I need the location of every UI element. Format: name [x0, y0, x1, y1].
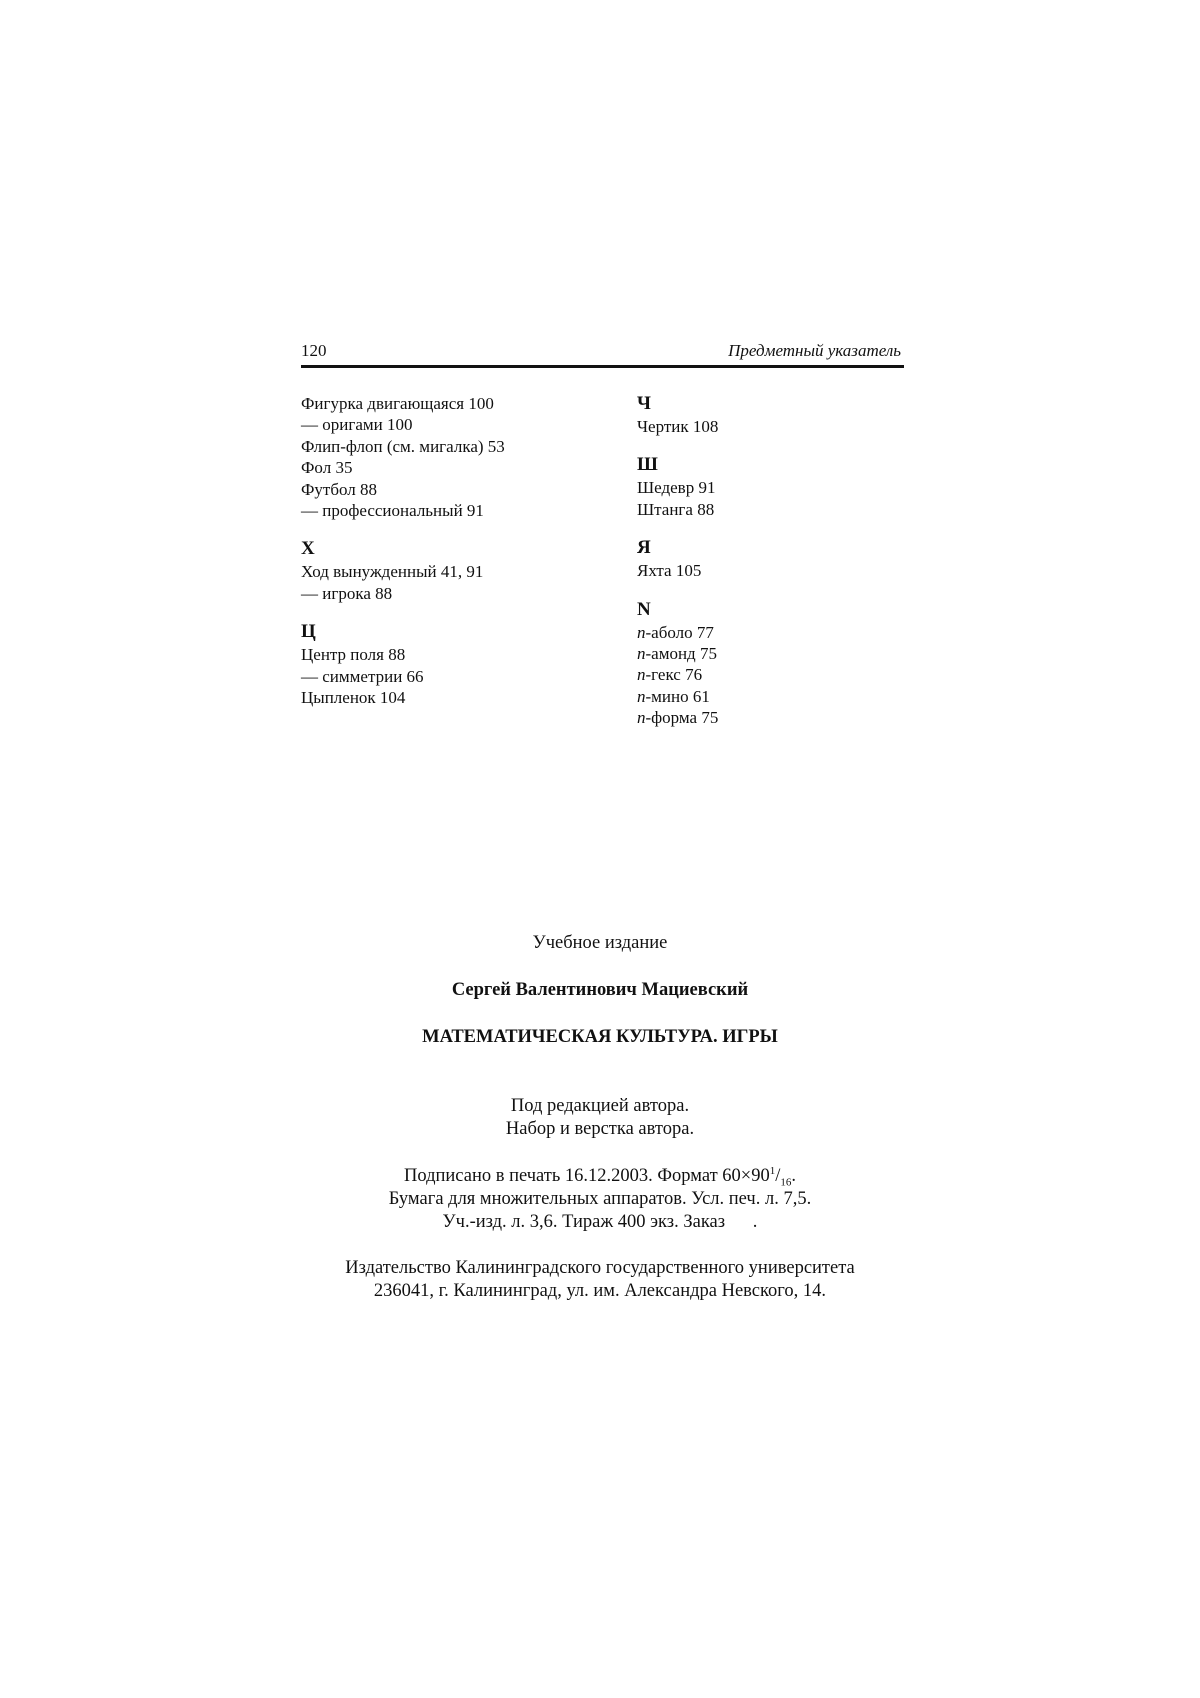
- index-section: [637, 393, 917, 437]
- index-section: [301, 393, 601, 521]
- index-entry: [637, 707, 917, 728]
- entry-text: -мино 61: [645, 686, 710, 706]
- index-entry: Цыпленок 104: [301, 688, 406, 708]
- n-prefix: n: [637, 686, 646, 706]
- index-entry: [637, 622, 917, 643]
- n-prefix: n: [637, 665, 646, 685]
- index-letter-heading: Ш: [637, 454, 658, 476]
- index-entry: [637, 686, 917, 707]
- index-letter-heading: N: [637, 598, 651, 620]
- index-entry: [637, 643, 917, 664]
- imprint-edition-type: Учебное издание: [532, 933, 668, 953]
- index-letter-heading: Я: [637, 537, 651, 559]
- index-section: [637, 599, 917, 729]
- index-section: [301, 538, 601, 604]
- print-info: Подписано в печать 16.12.2003. Формат 60×90: [404, 1166, 770, 1186]
- index-column-left: [301, 393, 601, 725]
- format-superscript: 1: [769, 1164, 776, 1177]
- index-entry: — оригами 100: [301, 415, 413, 435]
- entry-text: -форма 75: [645, 708, 719, 728]
- index-column-right: [637, 393, 917, 746]
- imprint-editing: Под редакцией автора.: [510, 1096, 690, 1116]
- imprint-print-line-3: Уч.-изд. л. 3,6. Тираж 400 экз. Заказ .: [442, 1212, 758, 1232]
- n-prefix: n: [637, 622, 646, 642]
- imprint-print-line-1: [0, 1165, 1200, 1188]
- index-section: [301, 621, 601, 708]
- imprint-typesetting: Набор и верстка автора.: [505, 1119, 695, 1139]
- index-entry: Чертик 108: [637, 417, 719, 436]
- entry-text: -амонд 75: [645, 644, 717, 664]
- index-letter-heading: Х: [301, 538, 315, 560]
- index-entry: — профессиональный 91: [301, 501, 484, 521]
- index-entry: Шедевр 91: [637, 478, 716, 498]
- n-prefix: n: [637, 708, 646, 728]
- format-end: .: [791, 1166, 796, 1186]
- index-section: [637, 454, 917, 520]
- index-entry: Ход вынужденный 41, 91: [301, 562, 484, 582]
- imprint-author: Сергей Валентинович Мациевский: [451, 980, 749, 1000]
- index-entry: [637, 664, 917, 685]
- index-section: [637, 537, 917, 581]
- entry-text: -гекс 76: [645, 665, 703, 685]
- index-entry: Фигурка двигающаяся 100: [301, 394, 494, 413]
- index-entry: Фол 35: [301, 458, 353, 478]
- n-prefix: n: [637, 644, 646, 664]
- imprint-print-line-2: Бумага для множительных аппаратов. Усл. печ. л. 7,5.: [388, 1189, 812, 1209]
- index-entry: Футбол 88: [301, 479, 378, 499]
- format-subscript: 16: [780, 1176, 792, 1189]
- index-letter-heading: Ч: [637, 393, 651, 414]
- imprint-publisher-line-1: Издательство Калининградского государственного университета: [345, 1258, 855, 1278]
- running-head: Предметный указатель: [728, 341, 901, 360]
- imprint-title: МАТЕМАТИЧЕСКАЯ КУЛЬТУРА. ИГРЫ: [422, 1027, 778, 1047]
- index-entry: Яхта 105: [637, 561, 702, 581]
- index-entry: Штанга 88: [637, 499, 715, 519]
- imprint-publisher-line-2: 236041, г. Калининград, ул. им. Александра Невского, 14.: [373, 1281, 827, 1301]
- page-number: 120: [301, 341, 327, 360]
- entry-text: -аболо 77: [645, 622, 714, 642]
- header-rule: [301, 365, 904, 368]
- index-entry: Центр поля 88: [301, 645, 406, 665]
- index-entry: Флип-флоп (см. мигалка) 53: [301, 436, 505, 456]
- index-entry: — симметрии 66: [301, 666, 424, 686]
- format-slash: /: [775, 1166, 781, 1186]
- index-letter-heading: Ц: [301, 621, 316, 643]
- index-entry: — игрока 88: [301, 583, 393, 603]
- page-header: [301, 338, 903, 364]
